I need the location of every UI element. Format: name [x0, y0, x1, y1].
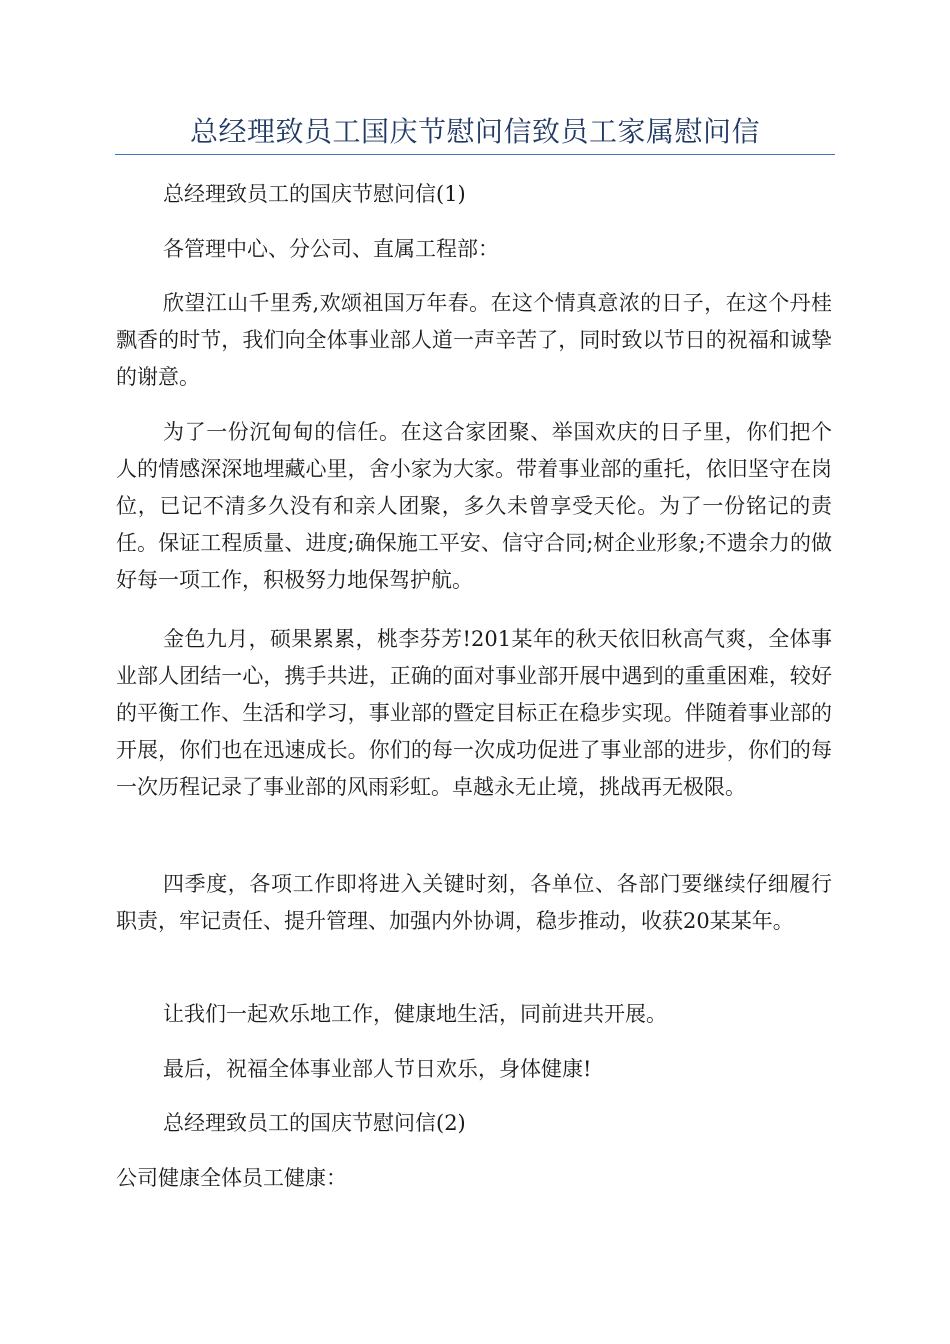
paragraph-3: 金色九月，硕果累累，桃李芬芳!201某年的秋天依旧秋高气爽，全体事业部人团结一心，携手共进，正确的面对事业部开展中遇到的重重困难，较好的平衡工作、生活和学习，事业部的暨定目标正在稳步实现。伴随着事业部的开展，你们也在迅速成长。你们的每一次成功促进了事业部的进步，你们的每一次历程记录了事业部的风雨彩虹。卓越永无止境，挑战再无极限。	[116, 627, 832, 799]
paragraph-5: 让我们一起欢乐地工作，健康地生活，同前进共开展。	[163, 1002, 667, 1026]
paragraph-1: 欣望江山千里秀,欢颂祖国万年春。在这个情真意浓的日子，在这个丹桂飘香的时节，我们向全体事业部人道一声辛苦了，同时致以节日的祝福和诚挚的谢意。	[116, 291, 832, 389]
salutation: 各管理中心、分公司、直属工程部：	[163, 237, 499, 261]
paragraph-4: 四季度，各项工作即将进入关键时刻，各单位、各部门要继续仔细履行职责，牢记责任、提升管理、加强内外协调，稳步推动，收获20某某年。	[116, 872, 832, 933]
paragraph-6: 最后，祝福全体事业部人节日欢乐，身体健康!	[163, 1057, 592, 1081]
paragraph-2: 为了一份沉甸甸的信任。在这合家团聚、举国欢庆的日子里，你们把个人的情感深深地埋藏心里，舍小家为大家。带着事业部的重托，依旧坚守在岗位，已记不清多久没有和亲人团聚，多久未曾享受天伦。为了一份铭记的责任。保证工程质量、进度;确保施工平安、信守合同;树企业形象;不遗余力的做好每一项工作，积极努力地保驾护航。	[116, 420, 832, 592]
section-heading-1: 总经理致员工的国庆节慰问信(1)	[163, 182, 466, 206]
salutation-2: 公司健康全体员工健康：	[116, 1166, 347, 1190]
document-title: 总经理致员工国庆节慰问信致员工家属慰问信	[189, 115, 760, 148]
section-heading-2: 总经理致员工的国庆节慰问信(2)	[163, 1111, 466, 1135]
title-underline	[115, 154, 835, 155]
